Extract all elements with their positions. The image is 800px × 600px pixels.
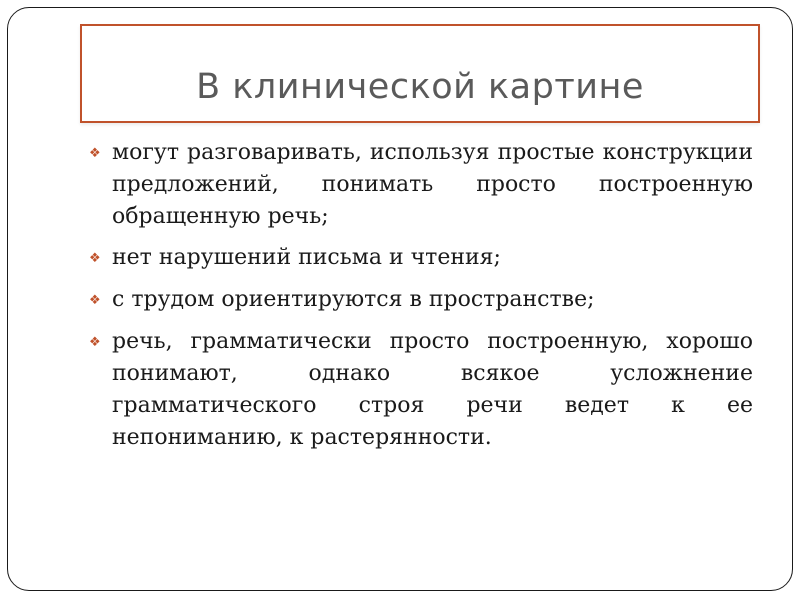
diamond-bullet-icon: ❖	[89, 146, 101, 161]
bullet-text: могут разговаривать, используя простые конструкции предложений, понимать просто построенную обращенную речь;	[112, 140, 753, 229]
bullet-item	[89, 284, 753, 317]
slide-title: В клинической картине	[196, 67, 644, 107]
diamond-bullet-icon: ❖	[89, 293, 101, 308]
diamond-bullet-icon: ❖	[89, 251, 101, 266]
diamond-bullet-icon: ❖	[89, 335, 101, 350]
bullet-item	[89, 326, 753, 454]
bullet-list	[89, 137, 753, 463]
bullet-text: речь, грамматически просто построенную, хорошо понимают, однако всякое усложнение грамматического строя речи ведет к ее непониманию, к растерянности.	[112, 329, 753, 450]
bullet-item	[89, 137, 753, 233]
bullet-item	[89, 242, 753, 275]
bullet-text: с трудом ориентируются в пространстве;	[112, 287, 595, 312]
bullet-text: нет нарушений письма и чтения;	[112, 245, 501, 270]
title-box	[80, 24, 760, 123]
